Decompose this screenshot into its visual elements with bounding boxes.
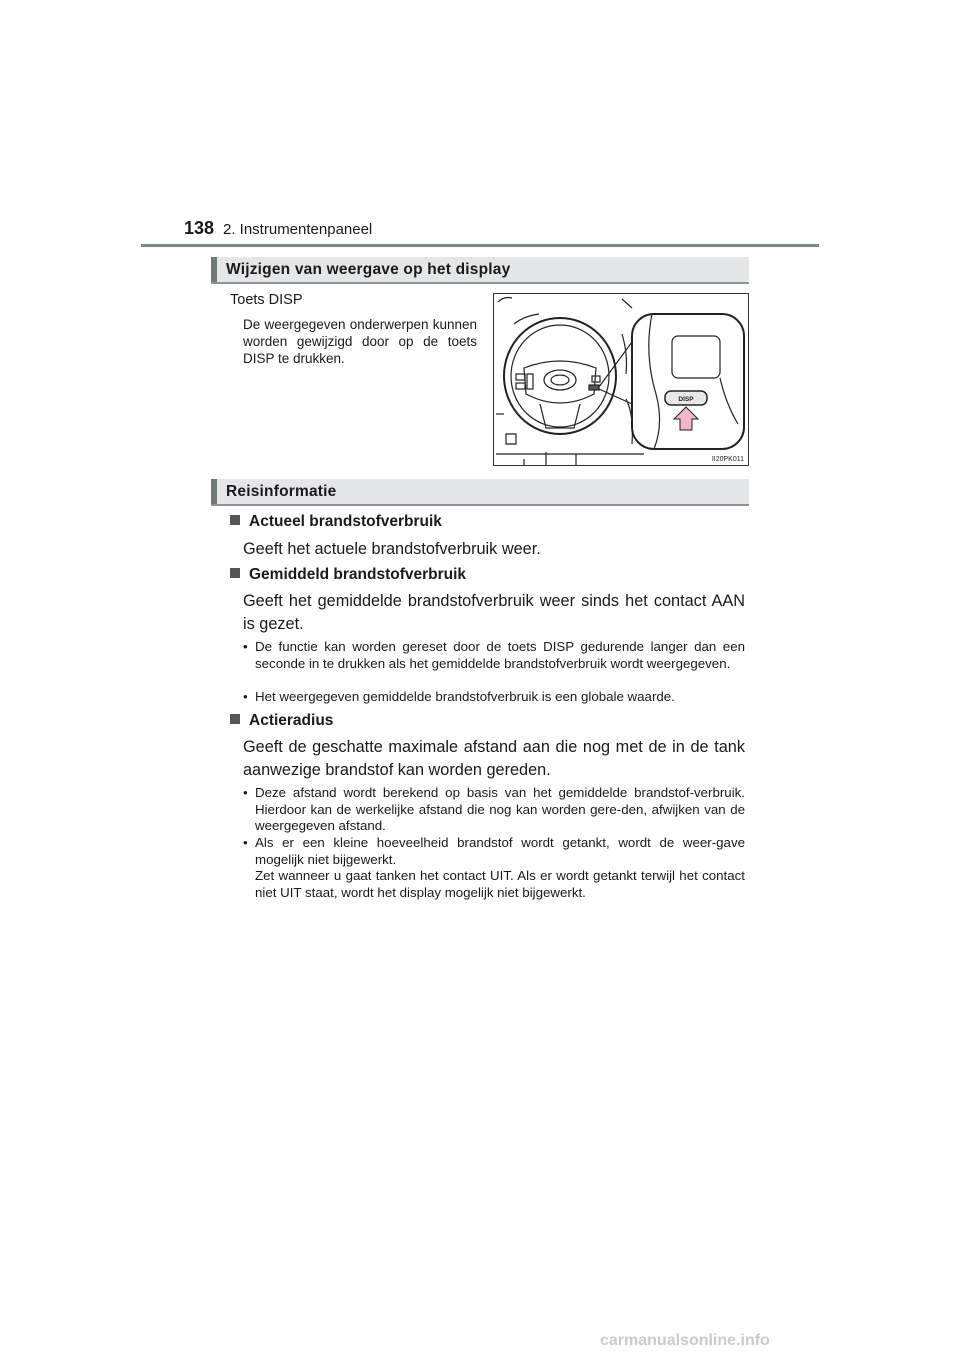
watermark: carmanualsonline.info <box>600 1332 770 1349</box>
subhead-actueel: Actueel brandstofverbruik <box>230 513 442 531</box>
section-accent <box>211 257 217 282</box>
subhead-actieradius: Actieradius <box>230 712 333 730</box>
text-gemiddeld: Geeft het gemiddelde brandstofverbruik weer sinds het contact AAN is gezet. <box>243 592 745 633</box>
subhead-gemiddeld: Gemiddeld brandstofverbruik <box>230 566 466 584</box>
bullet-actieradius-2: • Als er een kleine hoeveelheid brandstof wordt getankt, wordt de weer-gave mogelijk niet bijgewerkt. <box>243 835 745 867</box>
chapter-title: 2. Instrumentenpaneel <box>223 221 373 238</box>
section-accent <box>211 479 217 504</box>
square-bullet-icon <box>230 714 240 724</box>
bullet-gemiddeld-1: • De functie kan worden gereset door de toets DISP gedurende langer dan een seconde in te drukken als het gemiddelde brandstofverbruik wordt weergegeven. <box>243 639 745 671</box>
toets-label: Toets DISP <box>230 292 303 308</box>
header-rule <box>141 244 819 247</box>
text-actueel: Geeft het actuele brandstofverbruik weer. <box>243 540 541 558</box>
section-title: Reisinformatie <box>226 483 337 500</box>
page-number: 138 <box>184 218 215 238</box>
bullet-gemiddeld-2: • Het weergegeven gemiddelde brandstofverbruik is een globale waarde. <box>243 689 675 704</box>
section-header-display <box>211 257 749 284</box>
square-bullet-icon <box>230 568 240 578</box>
square-bullet-icon <box>230 515 240 525</box>
steering-wheel-figure <box>493 293 749 466</box>
text-actieradius: Geeft de geschatte maximale afstand aan die nog met de in de tank aanwezige brandstof kan worden gereden. <box>243 738 745 779</box>
bullet-continuation: Zet wanneer u gaat tanken het contact UIT. Als er wordt getankt terwijl het contact niet UIT staat, wordt het display mogelijk niet bijgewerkt. <box>255 868 745 900</box>
figure-id: II20PK011 <box>711 456 744 463</box>
toets-description: De weergegeven onderwerpen kunnen worden gewijzigd door op de toets DISP te drukken. <box>243 317 477 366</box>
disp-button-label: DISP <box>678 396 694 403</box>
section-header-reisinformatie <box>211 479 749 506</box>
bullet-actieradius-1: • Deze afstand wordt berekend op basis van het gemiddelde brandstof-verbruik. Hierdoor kan de werkelijke afstand die nog kan worden gere-den, afwijken van de weergegeven afstand. <box>243 785 745 833</box>
steering-wheel-illustration <box>494 294 748 465</box>
section-title: Wijzigen van weergave op het display <box>226 261 511 278</box>
